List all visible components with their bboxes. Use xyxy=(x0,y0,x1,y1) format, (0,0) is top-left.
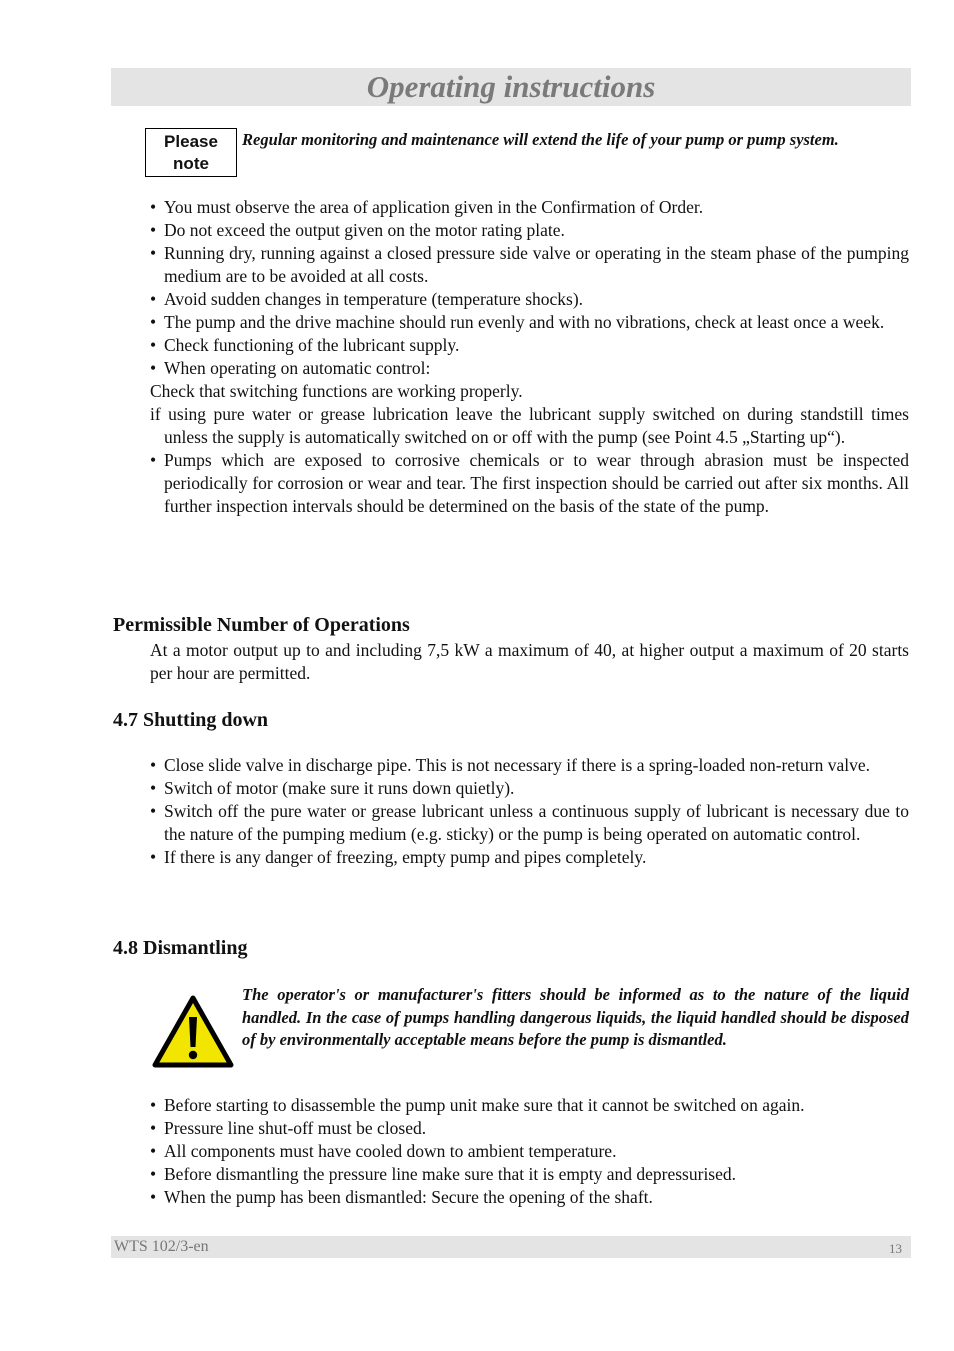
list-item: • Do not exceed the output given on the motor rating plate. xyxy=(150,219,909,242)
list-item: • Before starting to disassemble the pump unit make sure that it cannot be switched on again. xyxy=(150,1094,909,1117)
note-label-line2: note xyxy=(173,154,209,173)
list-item: • All components must have cooled down to ambient temperature. xyxy=(150,1140,909,1163)
monitoring-list xyxy=(150,196,909,518)
list-item: • When operating on automatic control: xyxy=(150,357,909,380)
list-item: • Pumps which are exposed to corrosive chemicals or to wear through abrasion must be inspected periodically for corrosion or wear and tear. The first inspection should be carried out after six months. All further inspection intervals should be determined on the basis of the state of the pump. xyxy=(150,449,909,518)
list-item: • The pump and the drive machine should run evenly and with no vibrations, check at least once a week. xyxy=(150,311,909,334)
operations-heading: Permissible Number of Operations xyxy=(113,614,410,636)
list-item: • Avoid sudden changes in temperature (temperature shocks). xyxy=(150,288,909,311)
list-item: • When the pump has been dismantled: Secure the opening of the shaft. xyxy=(150,1186,909,1209)
warning-triangle-icon xyxy=(152,995,234,1069)
dismantling-heading: 4.8 Dismantling xyxy=(113,937,248,959)
footer-band xyxy=(111,1236,911,1258)
note-text: Regular monitoring and maintenance will extend the life of your pump or pump system. xyxy=(242,130,839,149)
list-item: • Close slide valve in discharge pipe. This is not necessary if there is a spring-loaded non-return valve. xyxy=(150,754,909,777)
shutting-down-heading: 4.7 Shutting down xyxy=(113,709,269,731)
warning-text: The operator's or manufacturer's fitters should be informed as to the nature of the liquid handled. In the case of pumps handling dangerous liquids, the liquid handled should be disposed of by environmentally acceptable means before the pump is dismantled. xyxy=(242,985,909,1049)
list-item: • Running dry, running against a closed pressure side valve or operating in the steam phase of the pumping medium are to be avoided at all costs. xyxy=(150,242,909,288)
page-number: 13 xyxy=(889,1241,902,1256)
page-title: Operating instructions xyxy=(366,69,656,104)
dismantling-list xyxy=(150,1094,909,1209)
please-note-box xyxy=(145,128,237,177)
list-item: • Switch off the pure water or grease lubricant unless a continuous supply of lubricant is necessary due to the nature of the pumping medium (e.g. sticky) or the pump is being operated on automatic control. xyxy=(150,800,909,846)
list-item: • If there is any danger of freezing, empty pump and pipes completely. xyxy=(150,846,909,869)
list-item: • Switch of motor (make sure it runs down quietly). xyxy=(150,777,909,800)
operations-text: At a motor output up to and including 7,5 kW a maximum of 40, at higher output a maximum of 20 starts per hour are permitted. xyxy=(150,640,909,683)
list-item: • Pressure line shut-off must be closed. xyxy=(150,1117,909,1140)
doc-id: WTS 102/3-en xyxy=(114,1238,209,1255)
note-label-line1: Please xyxy=(164,132,218,151)
if-line: if using pure water or grease lubrication leave the lubricant supply switched on during standstill times unless the supply is automatically switched on or off with the pump (see Point 4.5 „Starting up“). xyxy=(150,404,909,447)
list-item: • Before dismantling the pressure line make sure that it is empty and depressurised. xyxy=(150,1163,909,1186)
list-item: • Check functioning of the lubricant supply. xyxy=(150,334,909,357)
check-line: Check that switching functions are working properly. xyxy=(150,381,523,401)
shutting-down-list xyxy=(150,754,909,869)
header-band xyxy=(111,68,911,106)
list-item: • You must observe the area of application given in the Confirmation of Order. xyxy=(150,196,909,219)
